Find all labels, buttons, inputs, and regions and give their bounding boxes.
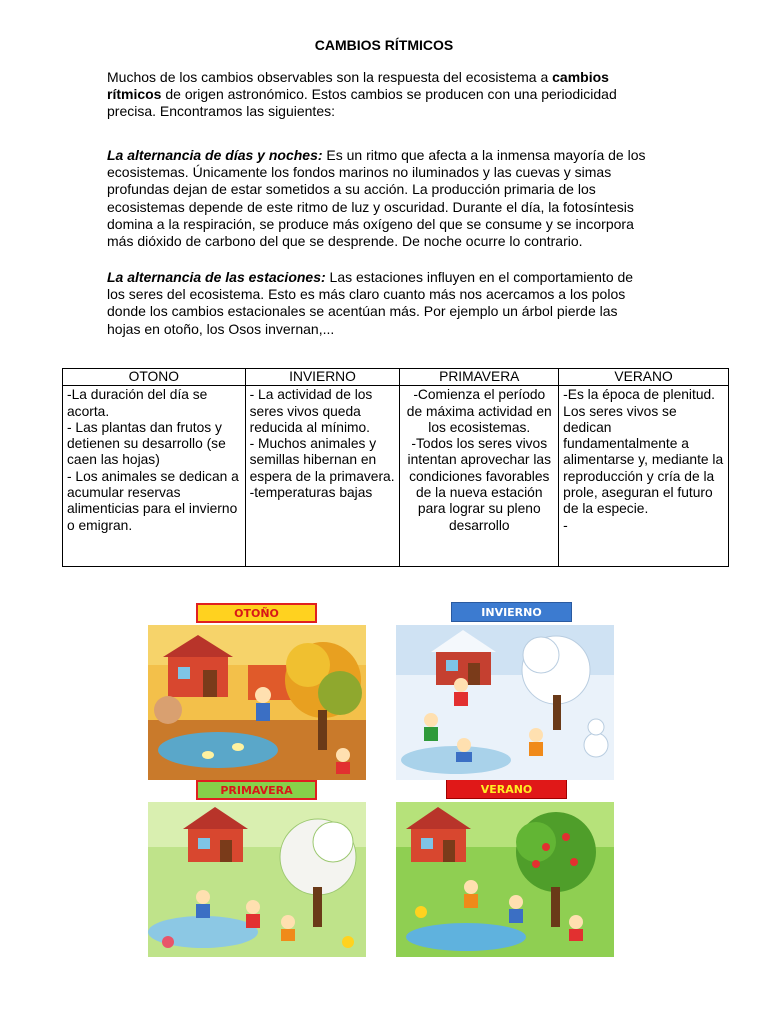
winter-illustration bbox=[396, 625, 614, 780]
table-header-row bbox=[63, 369, 729, 386]
seasons-heading: La alternancia de las estaciones: bbox=[107, 269, 326, 285]
seasons-table bbox=[62, 368, 729, 567]
header-otono: OTONO bbox=[63, 369, 246, 386]
summer-label: VERANO bbox=[446, 779, 567, 799]
spring-label: PRIMAVERA bbox=[196, 780, 317, 800]
winter-label: INVIERNO bbox=[451, 602, 572, 622]
intro-paragraph: Muchos de los cambios observables son la respuesta del ecosistema a cambios rítmicos de origen astronómico. Estos cambios se producen con una periodicidad precisa. Encontramos las siguientes: bbox=[107, 69, 617, 120]
page-title: CAMBIOS RÍTMICOS bbox=[314, 37, 454, 53]
summer-illustration bbox=[396, 802, 614, 957]
days-nights-heading: La alternancia de días y noches: bbox=[107, 147, 323, 163]
autumn-illustration bbox=[148, 625, 366, 780]
intro-keyword: cambios rítmicos bbox=[107, 69, 609, 103]
seasons-paragraph: La alternancia de las estaciones: Las estaciones influyen en el comportamiento de los seres del ecosistema. Esto es más claro cuanto más nos acercamos a los polos donde los cambios estacionales se acentúan más. Por ejemplo un árbol pierde las hojas en otoño, los Osos invernan,... bbox=[107, 269, 634, 337]
spring-illustration bbox=[148, 802, 366, 957]
autumn-label: OTOÑO bbox=[196, 603, 317, 623]
cell-otono: -La duración del día se acorta. - Las plantas dan frutos y detienen su desarrollo (se caen las hojas) - Los animales se dedican a acumular reservas alimenticias para el invierno o emigran. bbox=[63, 386, 246, 567]
header-primavera: PRIMAVERA bbox=[400, 369, 559, 386]
cell-primavera: -Comienza el período de máxima actividad en los ecosistemas. -Todos los seres vivos intentan aprovechar las condiciones favorables de la nueva estación para lograr su pleno desarrollo bbox=[400, 386, 559, 567]
table-row bbox=[63, 386, 729, 567]
days-nights-paragraph: La alternancia de días y noches: Es un ritmo que afecta a la inmensa mayoría de los ecosistemas. Únicamente los fondos marinos no iluminados y las cuevas y simas profundas dejan de estar sometidos a su acción. La producción primaria de los ecosistemas depende de este ritmo de luz y oscuridad. Durante el día, la fotosíntesis domina a la respiración, se produce más oxígeno del que se consume y se incorpora más dióxido de carbono del que se desprende. De noche ocurre lo contrario. bbox=[107, 147, 646, 250]
header-invierno: INVIERNO bbox=[245, 369, 400, 386]
cell-verano: -Es la época de plenitud. Los seres vivos se dedican fundamentalmente a alimentarse y, mediante la reproducción y cría de la prole, aseguran el futuro de la especie. - bbox=[559, 386, 729, 567]
cell-invierno: - La actividad de los seres vivos queda reducida al mínimo. - Muchos animales y semillas hibernan en espera de la primavera. -temperaturas bajas bbox=[245, 386, 400, 567]
header-verano: VERANO bbox=[559, 369, 729, 386]
